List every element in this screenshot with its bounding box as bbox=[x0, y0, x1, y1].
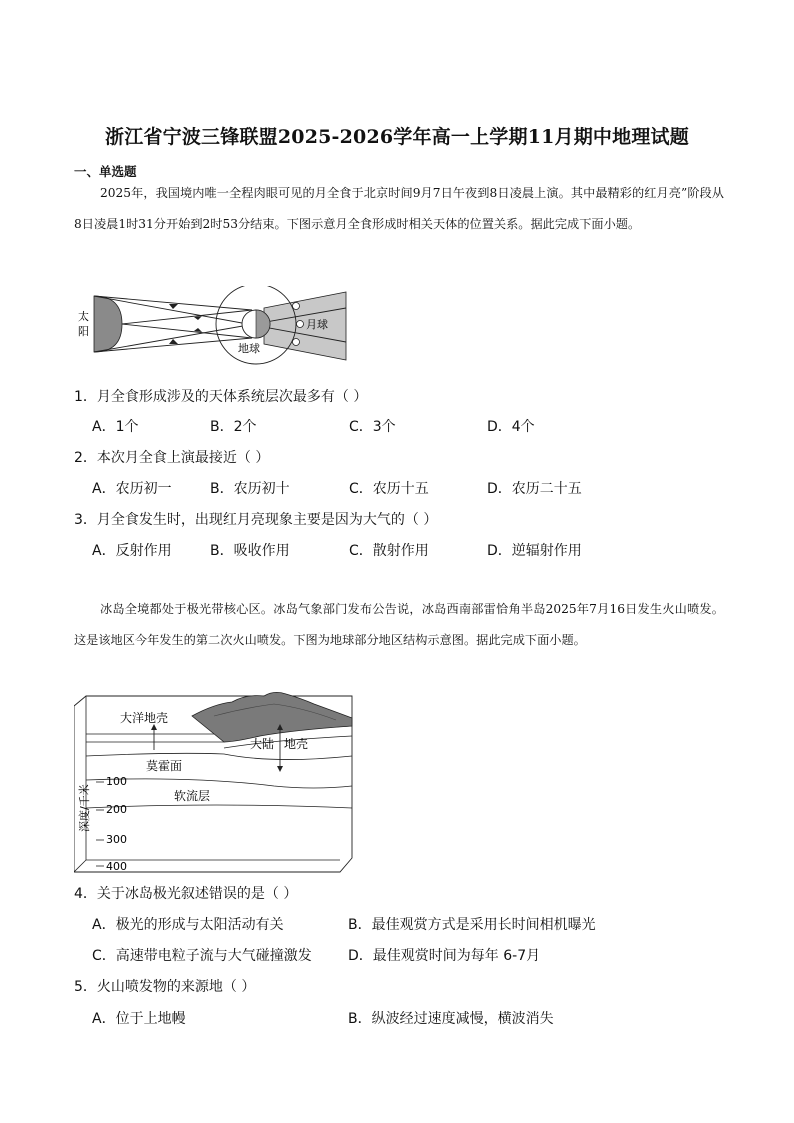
earth-shadow-region bbox=[264, 292, 346, 360]
earth-structure-diagram bbox=[74, 690, 364, 876]
depth-tick-400: 400 bbox=[106, 860, 127, 873]
earth-label: 地球 bbox=[238, 342, 260, 355]
sun-label-2: 阳 bbox=[78, 325, 89, 338]
moho-label: 莫霍面 bbox=[146, 759, 183, 773]
q4-option-d[interactable]: D．最佳观赏时间为每年 6-7月 bbox=[348, 948, 541, 964]
q3-option-d[interactable]: D．逆辐射作用 bbox=[487, 543, 582, 559]
asthenosphere-label: 软流层 bbox=[174, 789, 211, 803]
depth-tick-200: 200 bbox=[106, 803, 127, 816]
question-3: 3．月全食发生时，出现红月亮现象主要是因为大气的（ ） bbox=[74, 512, 438, 528]
continental-label: 大陆 bbox=[250, 737, 275, 751]
q1-option-b[interactable]: B．2个 bbox=[210, 419, 257, 435]
question-2: 2．本次月全食上演最接近（ ） bbox=[74, 450, 270, 466]
q5-option-a[interactable]: A．位于上地幔 bbox=[92, 1011, 186, 1027]
lunar-eclipse-diagram bbox=[74, 286, 364, 366]
sun-label: 太 bbox=[78, 310, 89, 323]
moon-position-3 bbox=[293, 339, 300, 346]
question-1: 1．月全食形成涉及的天体系统层次最多有（ ） bbox=[74, 389, 368, 405]
section-heading: 一、单选题 bbox=[74, 164, 137, 179]
q1-option-d[interactable]: D．4个 bbox=[487, 419, 535, 435]
moon-position-2 bbox=[297, 321, 304, 328]
q3-option-b[interactable]: B．吸收作用 bbox=[210, 543, 290, 559]
page-title: 浙江省宁波三锋联盟2025-2026学年高一上学期11月期中地理试题 bbox=[105, 126, 689, 148]
q2-option-c[interactable]: C．农历十五 bbox=[349, 481, 429, 497]
q2-option-d[interactable]: D．农历二十五 bbox=[487, 481, 582, 497]
q4-option-a[interactable]: A．极光的形成与太阳活动有关 bbox=[92, 917, 284, 933]
q3-option-a[interactable]: A．反射作用 bbox=[92, 543, 172, 559]
depth-axis-label: 深度/千米 bbox=[78, 784, 91, 832]
q2-option-b[interactable]: B．农历初十 bbox=[210, 481, 290, 497]
question-5: 5．火山喷发物的来源地（ ） bbox=[74, 979, 256, 995]
crust-label: 地壳 bbox=[284, 737, 309, 751]
q5-option-b[interactable]: B．纵波经过速度减慢，横波消失 bbox=[348, 1011, 554, 1027]
q1-option-a[interactable]: A．1个 bbox=[92, 419, 139, 435]
moon-position-1 bbox=[293, 303, 300, 310]
q3-option-c[interactable]: C．散射作用 bbox=[349, 543, 429, 559]
sun-shape bbox=[94, 296, 122, 352]
oceanic-crust-label: 大洋地壳 bbox=[120, 711, 169, 725]
q4-option-c[interactable]: C．高速带电粒子流与大气碰撞激发 bbox=[92, 948, 312, 964]
depth-tick-300: 300 bbox=[106, 833, 127, 846]
moon-label: 月球 bbox=[306, 318, 328, 331]
question-4: 4．关于冰岛极光叙述错误的是（ ） bbox=[74, 886, 298, 902]
q1-option-c[interactable]: C．3个 bbox=[349, 419, 396, 435]
depth-tick-100: 100 bbox=[106, 775, 127, 788]
q4-option-b[interactable]: B．最佳观赏方式是采用长时间相机曝光 bbox=[348, 917, 596, 933]
q2-option-a[interactable]: A．农历初一 bbox=[92, 481, 172, 497]
passage-iceland: 冰岛全境都处于极光带核心区。冰岛气象部门发布公告说，冰岛西南部雷恰角半岛2025年7月16日发生火山喷发。这是该地区今年发生的第二次火山喷发。下图为地球部分地区结构示意图。据此完成下面小题。 bbox=[74, 602, 724, 647]
passage-lunar-eclipse: 2025年，我国境内唯一全程肉眼可见的月全食于北京时间9月7日午夜到8日凌晨上演。其中最精彩的红月亮”阶段从8日凌晨1时31分开始到2时53分结束。下图示意月全食形成时相关天体的位置关系。据此完成下面小题。 bbox=[74, 186, 724, 231]
